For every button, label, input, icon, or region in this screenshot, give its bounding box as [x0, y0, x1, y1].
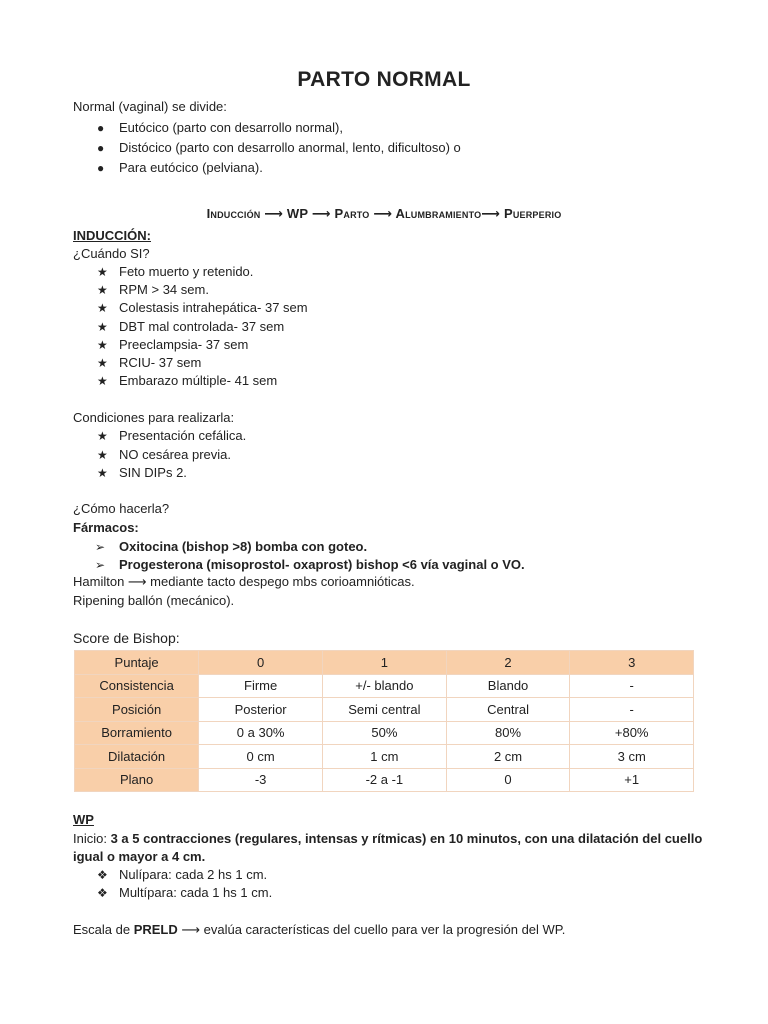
induccion-heading: INDUCCIÓN:	[73, 228, 151, 243]
bullet-dot-icon: ●	[97, 121, 105, 135]
page-title: PARTO NORMAL	[297, 68, 471, 91]
diamond-bullet-icon: ❖	[97, 868, 108, 882]
star-icon: ★	[97, 320, 108, 334]
when-label: ¿Cuándo SI?	[73, 246, 150, 261]
table-cell: -	[570, 674, 694, 698]
table-row	[75, 674, 694, 698]
star-icon: ★	[97, 265, 108, 279]
table-cell: 0	[446, 768, 570, 792]
table-cell: +80%	[570, 721, 694, 745]
table-cell: 0 cm	[199, 745, 323, 769]
bishop-label: Score de Bishop:	[73, 630, 180, 646]
table-row-label: Posición	[75, 698, 199, 722]
table-cell: 2 cm	[446, 745, 570, 769]
arrowhead-icon: ➢	[95, 540, 106, 554]
star-icon: ★	[97, 356, 108, 370]
ripening-text: Ripening ballón (mecánico).	[73, 593, 235, 608]
star-icon: ★	[97, 338, 108, 352]
star-icon: ★	[97, 283, 108, 297]
table-header-cell: 2	[446, 651, 570, 675]
table-cell: -	[570, 698, 694, 722]
list-item: ★ Presentación cefálica.	[97, 428, 247, 443]
table-cell: 80%	[446, 721, 570, 745]
list-item: ★ SIN DIPs 2.	[97, 465, 187, 480]
table-cell: Semi central	[323, 698, 447, 722]
table-cell: Posterior	[199, 698, 323, 722]
hamilton-text: Hamilton ⟶ mediante tacto despego mbs corioamnióticas.	[73, 574, 415, 589]
star-icon: ★	[97, 301, 108, 315]
table-cell: -2 a -1	[323, 768, 447, 792]
list-item: ❖ Nulípara: cada 2 hs 1 cm.	[97, 867, 268, 882]
star-icon: ★	[97, 466, 108, 480]
table-cell: Blando	[446, 674, 570, 698]
list-item: ➢ Progesterona (misoprostol- oxaprost) bishop <6 vía vaginal o VO.	[95, 557, 525, 572]
conditions-label: Condiciones para realizarla:	[73, 410, 235, 425]
list-item: ★ DBT mal controlada- 37 sem	[97, 319, 285, 334]
table-cell: +1	[570, 768, 694, 792]
process-flow: Inducción ⟶ WP ⟶ Parto ⟶ Alumbramiento⟶ Puerperio	[206, 206, 562, 221]
bishop-table	[74, 650, 694, 792]
table-header-row	[75, 651, 694, 675]
table-cell: Central	[446, 698, 570, 722]
table-cell: 0 a 30%	[199, 721, 323, 745]
table-row	[75, 721, 694, 745]
star-icon: ★	[97, 374, 108, 388]
diamond-bullet-icon: ❖	[97, 886, 108, 900]
list-item: ★ RCIU- 37 sem	[97, 355, 202, 370]
wp-inicio-cont: igual o mayor a 4 cm.	[73, 849, 206, 864]
table-row-label: Borramiento	[75, 721, 199, 745]
list-item: ★ Embarazo múltiple- 41 sem	[97, 373, 278, 388]
drugs-label: Fármacos:	[73, 520, 139, 535]
table-row-label: Dilatación	[75, 745, 199, 769]
table-cell: 3 cm	[570, 745, 694, 769]
list-item: ➢ Oxitocina (bishop >8) bomba con goteo.	[95, 539, 368, 554]
preld-text: Escala de PRELD ⟶ evalúa características del cuello para ver la progresión del WP.	[73, 922, 566, 937]
bullet-dot-icon: ●	[97, 161, 105, 175]
list-item: ● Eutócico (parto con desarrollo normal),	[97, 120, 343, 135]
arrowhead-icon: ➢	[95, 558, 106, 572]
table-cell: -3	[199, 768, 323, 792]
list-item: ★ NO cesárea previa.	[97, 447, 231, 462]
list-item: ★ Preeclampsia- 37 sem	[97, 337, 249, 352]
table-cell: +/- blando	[323, 674, 447, 698]
star-icon: ★	[97, 429, 108, 443]
table-row	[75, 698, 694, 722]
table-row-label: Consistencia	[75, 674, 199, 698]
table-cell: Firme	[199, 674, 323, 698]
table-row	[75, 745, 694, 769]
bullet-dot-icon: ●	[97, 141, 105, 155]
table-row	[75, 768, 694, 792]
wp-inicio: Inicio: 3 a 5 contracciones (regulares, intensas y rítmicas) en 10 minutos, con una dilatación del cuello	[73, 831, 703, 846]
list-item: ❖ Multípara: cada 1 hs 1 cm.	[97, 885, 273, 900]
table-header-cell: Puntaje	[75, 651, 199, 675]
table-header-cell: 0	[199, 651, 323, 675]
list-item: ● Para eutócico (pelviana).	[97, 160, 263, 175]
table-cell: 1 cm	[323, 745, 447, 769]
table-cell: 50%	[323, 721, 447, 745]
intro-text: Normal (vaginal) se divide:	[73, 99, 227, 114]
list-item: ★ Colestasis intrahepática- 37 sem	[97, 300, 308, 315]
wp-heading: WP	[73, 812, 94, 827]
list-item: ★ RPM > 34 sem.	[97, 282, 209, 297]
how-label: ¿Cómo hacerla?	[73, 501, 170, 516]
list-item: ● Distócico (parto con desarrollo anormal, lento, dificultoso) o	[97, 140, 461, 155]
star-icon: ★	[97, 448, 108, 462]
table-header-cell: 3	[570, 651, 694, 675]
table-header-cell: 1	[323, 651, 447, 675]
list-item: ★ Feto muerto y retenido.	[97, 264, 254, 279]
table-row-label: Plano	[75, 768, 199, 792]
